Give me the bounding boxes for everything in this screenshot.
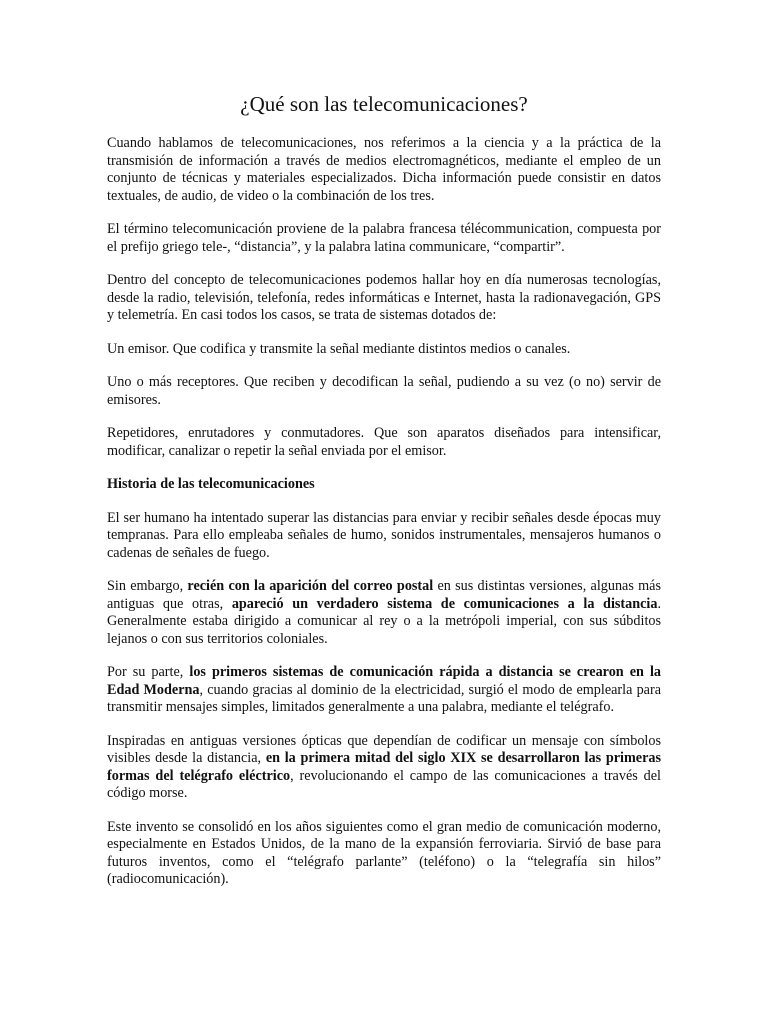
bold-text-run: en la primera mitad del siglo XIX se desarrollaron las primeras formas del telégrafo eléctrico xyxy=(107,750,661,784)
text-run: en sus distintas versiones, algunas más antiguas que otras, xyxy=(107,578,661,612)
paragraph-consolidation: Este invento se consolidó en los años siguientes como el gran medio de comunicación moderno, especialmente en Estados Unidos, de la mano de la expansión ferroviaria. Sirvió de base para futuros inventos, como el “telégrafo parlante” (teléfono) o la “telegrafía sin hilos” (radiocomunicación). xyxy=(107,818,661,887)
text-run: , revolucionando el campo de las comunicaciones a través del código morse. xyxy=(107,767,661,801)
section-heading-history: Historia de las telecomunicaciones xyxy=(107,476,315,492)
paragraph-technologies: Dentro del concepto de telecomunicaciones podemos hallar hoy en día numerosas tecnologías, desde la radio, televisión, telefonía, redes informáticas e Internet, hasta la radionavegación, GPS y telemetría. En casi todos los casos, se trata de sistemas dotados de: xyxy=(107,272,661,323)
paragraph-postal-mail xyxy=(107,578,661,648)
bold-text-run: apareció un verdadero sistema de comunicaciones a la distancia xyxy=(231,595,658,612)
paragraph-electric-telegraph xyxy=(107,733,661,803)
paragraph-emitter: Un emisor. Que codifica y transmite la señal mediante distintos medios o canales. xyxy=(107,340,571,357)
text-run: Por su parte, xyxy=(107,664,190,680)
text-run: Sin embargo, xyxy=(107,578,188,594)
text-run: , cuando gracias al dominio de la electricidad, surgió el modo de emplearla para transmitir mensajes simples, limitados generalmente a una palabra, mediante el telégrafo. xyxy=(107,681,661,715)
paragraph-early-signals: El ser humano ha intentado superar las distancias para enviar y recibir señales desde épocas muy tempranas. Para ello empleaba señales de humo, sonidos instrumentales, mensajeros humanos o cadenas de señales de fuego. xyxy=(107,509,661,561)
paragraph-repeaters: Repetidores, enrutadores y conmutadores. Que son aparatos diseñados para intensificar, modificar, canalizar o repetir la señal enviada por el emisor. xyxy=(107,425,661,459)
text-run: Inspiradas en antiguas versiones ópticas que dependían de codificar un mensaje con símbolos visibles desde la distancia, xyxy=(107,732,661,766)
text-run: . Generalmente estaba dirigido a comunicar al rey o a la metrópoli imperial, con sus súbditos lejanos o con sus territorios coloniales. xyxy=(107,595,661,647)
paragraph-receivers: Uno o más receptores. Que reciben y decodifican la señal, pudiendo a su vez (o no) servir de emisores. xyxy=(107,374,661,408)
document-title: ¿Qué son las telecomunicaciones? xyxy=(240,92,528,116)
bold-text-run: los primeros sistemas de comunicación rápida a distancia se crearon en la Edad Moderna xyxy=(107,664,661,698)
paragraph-modern-age xyxy=(107,664,661,717)
paragraph-definition: Cuando hablamos de telecomunicaciones, nos referimos a la ciencia y a la práctica de la transmisión de información a través de medios electromagnéticos, mediante el empleo de un conjunto de técnicas y materiales especializados. Dicha información puede consistir en datos textuales, de audio, de video o la combinación de los tres. xyxy=(107,135,661,204)
paragraph-etymology: El término telecomunicación proviene de la palabra francesa télécommunication, compuesta por el prefijo griego tele-, “distancia”, y la palabra latina communicare, “compartir”. xyxy=(107,221,661,255)
bold-text-run: recién con la aparición del correo postal xyxy=(187,578,434,594)
